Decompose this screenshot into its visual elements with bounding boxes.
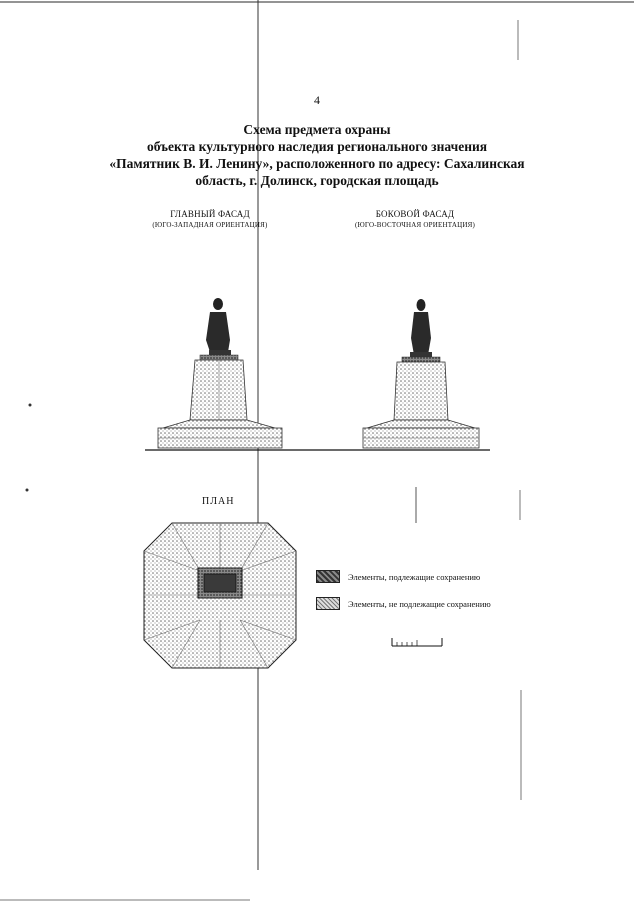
- legend-protected-text: Элементы, подлежащие сохранению: [348, 571, 481, 582]
- page-number: 4: [314, 93, 320, 107]
- side-facade-orientation: (ЮГО-ВОСТОЧНАЯ ОРИЕНТАЦИЯ): [354, 221, 476, 229]
- title-line-4: область, г. Долинск, городская площадь: [195, 173, 439, 188]
- plan-label: ПЛАН: [202, 496, 235, 507]
- main-facade-orientation: (ЮГО-ЗАПАДНАЯ ОРИЕНТАЦИЯ): [152, 221, 268, 229]
- main-facade-label: ГЛАВНЫЙ ФАСАД: [170, 209, 250, 219]
- title-line-3: «Памятник В. И. Ленину», расположенного по адресу: Сахалинская: [109, 156, 525, 171]
- title-line-2: объекта культурного наследия регионального значения: [146, 139, 488, 154]
- legend-not-protected-text: Элементы, не подлежащие сохранению: [348, 598, 491, 609]
- side-facade-label: БОКОВОЙ ФАСАД: [375, 209, 455, 219]
- title-line-1: Схема предмета охраны: [243, 122, 391, 137]
